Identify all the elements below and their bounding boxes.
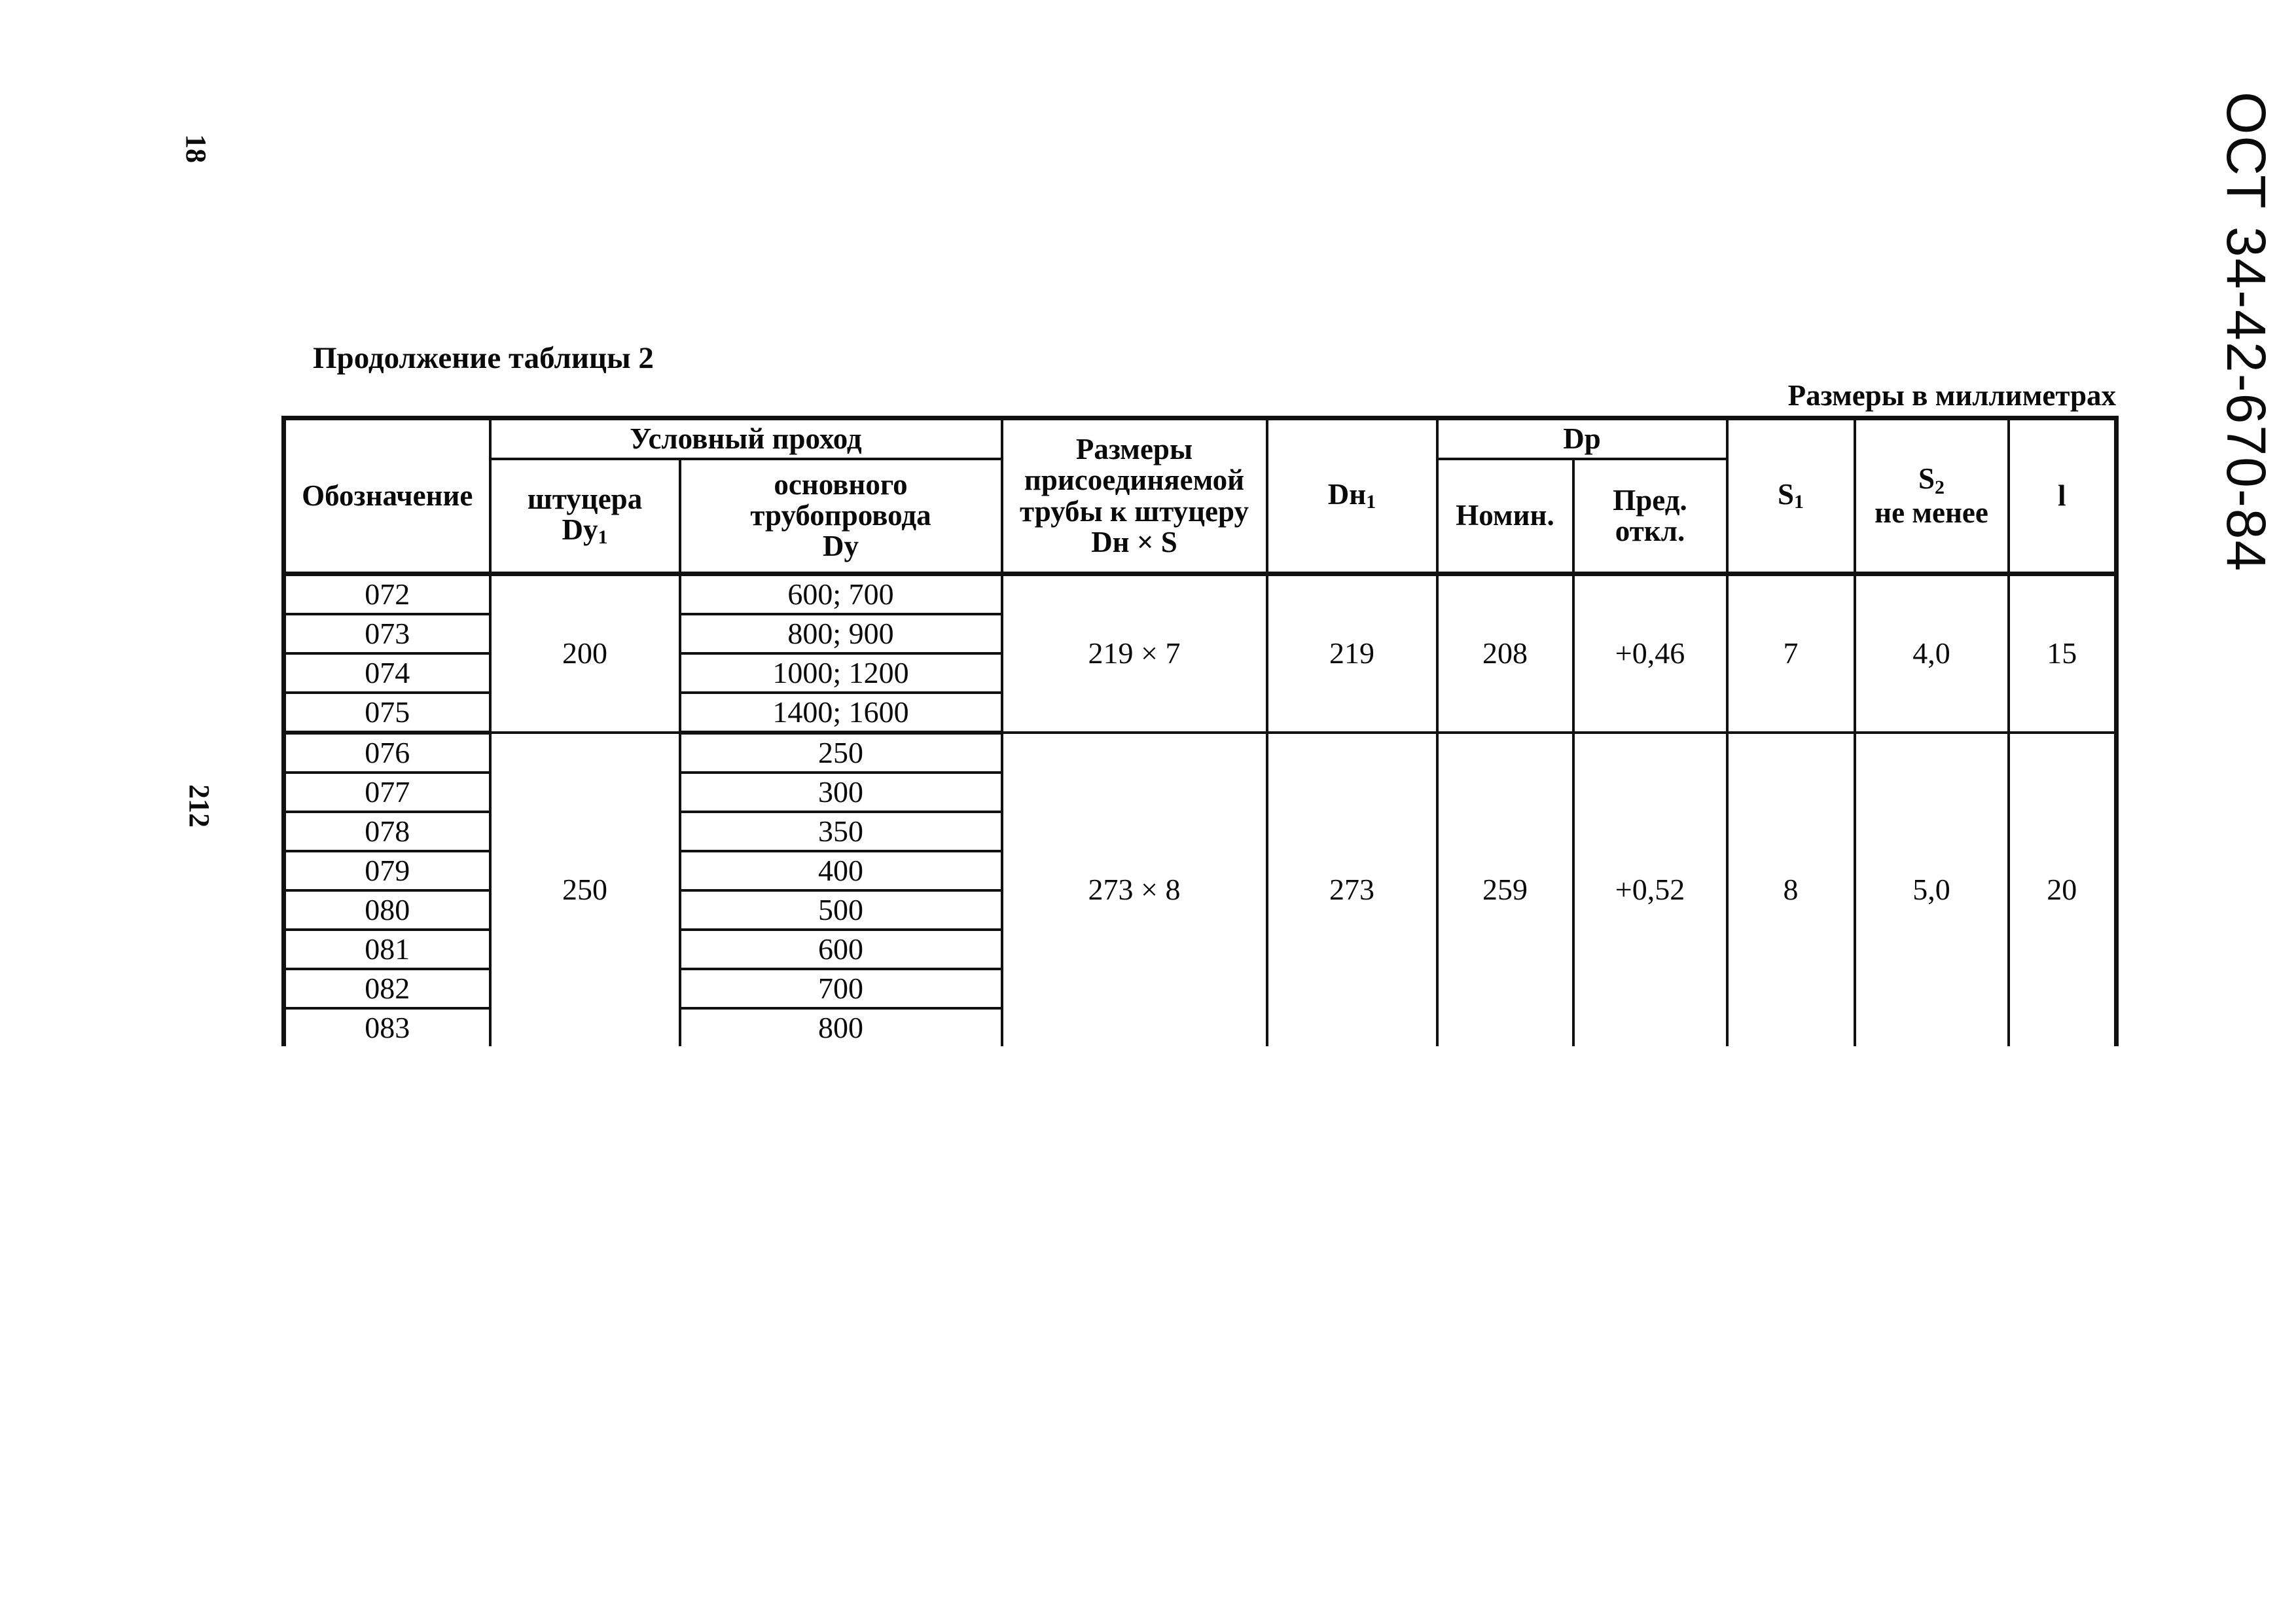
header-main-dy (680, 459, 1002, 574)
header-pipe-dimensions (1002, 418, 1267, 574)
header-fitting-line1: штуцера (527, 482, 643, 515)
cell-main-dy: 350 (680, 812, 1002, 851)
cell-main-dy: 600; 700 (680, 574, 1002, 615)
header-dn1-label: Dн (1327, 478, 1367, 511)
header-dp-tolerance (1573, 459, 1727, 574)
cell-fitting-dy: 200 (490, 574, 680, 733)
header-dp: Dр (1437, 418, 1727, 459)
page-number-top: 18 (180, 134, 212, 163)
header-pipe-dims-line3: трубы к штуцеру (1020, 494, 1249, 528)
dimensions-table (281, 416, 2119, 1046)
cell-designation: 078 (284, 812, 490, 851)
header-dn1-sub: 1 (1366, 491, 1376, 513)
cell-dp-nominal: 208 (1437, 574, 1573, 733)
header-fitting-sub: 1 (598, 526, 608, 549)
cell-dp-tolerance: +0,46 (1573, 574, 1727, 733)
cell-s2: 4,0 (1855, 574, 2009, 733)
header-fitting-dy (490, 459, 680, 574)
cell-designation: 082 (284, 969, 490, 1008)
cell-designation: 083 (284, 1008, 490, 1046)
cell-l: 20 (2009, 733, 2117, 1046)
cell-designation: 074 (284, 653, 490, 693)
header-s1-label: S (1777, 478, 1795, 511)
cell-main-dy: 800; 900 (680, 614, 1002, 653)
cell-designation: 073 (284, 614, 490, 653)
header-main-line3: Dy (823, 530, 859, 563)
cell-main-dy: 400 (680, 851, 1002, 890)
cell-designation: 075 (284, 693, 490, 733)
cell-main-dy: 1000; 1200 (680, 653, 1002, 693)
cell-dn1: 219 (1267, 574, 1437, 733)
cell-main-dy: 300 (680, 773, 1002, 812)
cell-main-dy: 800 (680, 1008, 1002, 1046)
cell-designation: 076 (284, 733, 490, 773)
cell-main-dy: 600 (680, 930, 1002, 969)
table-row (284, 733, 2117, 773)
cell-designation: 080 (284, 890, 490, 930)
units-note: Размеры в миллиметрах (1787, 379, 2116, 412)
table-row (284, 574, 2117, 615)
header-designation: Обозначение (284, 418, 490, 574)
cell-pipe-dimensions: 219 × 7 (1002, 574, 1267, 733)
cell-dp-nominal: 259 (1437, 733, 1573, 1046)
cell-designation: 081 (284, 930, 490, 969)
header-s2-sub: 2 (1935, 476, 1945, 498)
cell-main-dy: 500 (680, 890, 1002, 930)
cell-main-dy: 250 (680, 733, 1002, 773)
cell-main-dy: 1400; 1600 (680, 693, 1002, 733)
cell-fitting-dy: 250 (490, 733, 680, 1046)
cell-s1: 7 (1727, 574, 1855, 733)
header-pipe-dims-line1: Размеры (1075, 433, 1193, 465)
header-s1-sub: 1 (1794, 491, 1804, 513)
document-code: ОСТ 34-42-670-84 (2215, 92, 2277, 573)
header-s2-note: не менее (1874, 496, 1988, 530)
header-dp-tol-line1: Пред. (1613, 483, 1687, 517)
header-pipe-dims-line4: Dн × S (1091, 525, 1177, 558)
header-nominal-bore: Условный проход (490, 418, 1002, 459)
cell-main-dy: 700 (680, 969, 1002, 1008)
cell-l: 15 (2009, 574, 2117, 733)
cell-designation: 072 (284, 574, 490, 615)
header-fitting-line2: Dy (562, 513, 598, 547)
header-dp-nominal: Номин. (1437, 459, 1573, 574)
cell-designation: 079 (284, 851, 490, 890)
page-number-side: 212 (183, 784, 215, 828)
header-main-line2: трубопровода (750, 499, 931, 532)
cell-designation: 077 (284, 773, 490, 812)
table-caption: Продолжение таблицы 2 (313, 341, 654, 375)
cell-dn1: 273 (1267, 733, 1437, 1046)
header-dp-tol-line2: откл. (1615, 514, 1685, 547)
table-body (284, 574, 2117, 1047)
header-s2-label: S (1918, 462, 1935, 495)
header-pipe-dims-line2: присоединяемой (1024, 464, 1245, 497)
cell-pipe-dimensions: 273 × 8 (1002, 733, 1267, 1046)
header-dn1 (1267, 418, 1437, 574)
header-s1 (1727, 418, 1855, 574)
header-s2 (1855, 418, 2009, 574)
cell-dp-tolerance: +0,52 (1573, 733, 1727, 1046)
header-main-line1: основного (774, 467, 908, 501)
header-l: l (2009, 418, 2117, 574)
cell-s1: 8 (1727, 733, 1855, 1046)
cell-s2: 5,0 (1855, 733, 2009, 1046)
